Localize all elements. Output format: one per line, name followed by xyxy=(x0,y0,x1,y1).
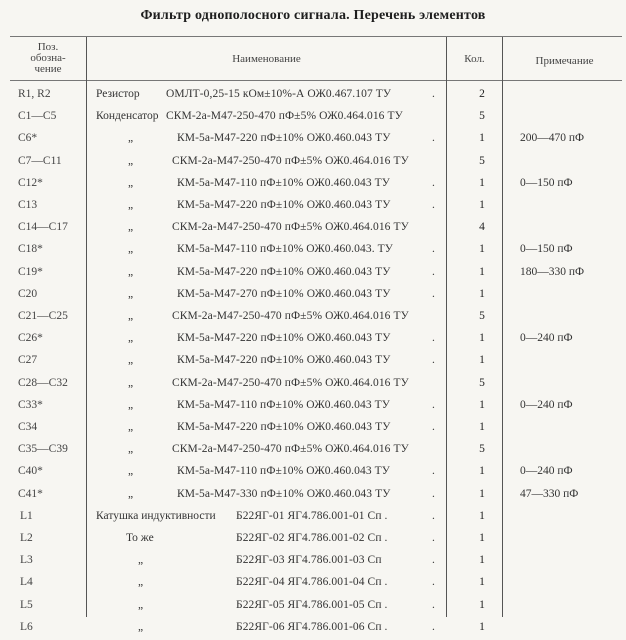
quantity: 1 xyxy=(479,554,485,567)
header-pos-line-1: Поз. xyxy=(37,41,59,53)
leader-dot: . xyxy=(432,554,435,567)
table-row xyxy=(0,329,626,351)
quantity: 1 xyxy=(479,487,485,500)
table-row xyxy=(0,218,626,240)
table-row xyxy=(0,196,626,218)
quantity: 1 xyxy=(479,465,485,478)
quantity: 1 xyxy=(479,287,485,300)
table-row xyxy=(0,351,626,373)
position-designator: C13 xyxy=(18,199,38,211)
table-row xyxy=(0,285,626,307)
table-row xyxy=(0,263,626,285)
position-designator: C1—C5 xyxy=(18,110,57,123)
document-title: Фильтр однополосного сигнала. Перечень элементов xyxy=(140,8,486,23)
component-name: СКМ-2а-М47-250-470 пФ±5% ОЖ0.464.016 ТУ xyxy=(172,376,409,389)
note: 0—240 пФ xyxy=(520,398,573,411)
position-designator: C41* xyxy=(18,487,43,500)
table-row xyxy=(0,307,626,329)
position-designator: L4 xyxy=(20,576,33,589)
table-row xyxy=(0,174,626,196)
table-row xyxy=(0,440,626,462)
position-designator: C14—C17 xyxy=(18,221,68,234)
component-type: „ xyxy=(138,620,144,633)
component-name: Б22ЯГ-02 ЯГ4.786.001-02 Сп . xyxy=(236,532,388,544)
component-name: КМ-5а-М47-110 пФ±10% ОЖ0.460.043 ТУ xyxy=(177,176,391,189)
quantity: 2 xyxy=(479,88,485,100)
leader-dot: . xyxy=(432,509,435,522)
header-pos-line-3: чение xyxy=(34,63,62,75)
component-type: „ xyxy=(128,154,134,167)
position-designator: C12* xyxy=(18,176,43,189)
component-name: Б22ЯГ-05 ЯГ4.786.001-05 Сп . xyxy=(236,598,388,611)
note: 200—470 пФ xyxy=(520,132,585,145)
component-type: „ xyxy=(128,443,134,456)
component-name: КМ-5а-М47-270 пФ±10% ОЖ0.460.043 ТУ xyxy=(177,287,391,300)
leader-dot: . xyxy=(432,132,435,145)
header-name: Наименование xyxy=(232,53,301,65)
component-type: „ xyxy=(128,176,134,189)
quantity: 1 xyxy=(479,176,485,189)
component-type: „ xyxy=(128,132,134,145)
component-type: „ xyxy=(128,310,134,322)
position-designator: C26* xyxy=(18,332,43,345)
component-type: „ xyxy=(138,576,144,589)
table-row xyxy=(0,573,626,595)
component-type: Катушка индуктивности xyxy=(96,509,216,522)
component-name: Б22ЯГ-03 ЯГ4.786.001-03 Сп xyxy=(236,554,382,567)
table-row xyxy=(0,396,626,418)
quantity: 4 xyxy=(479,221,485,234)
component-name: Б22ЯГ-06 ЯГ4.786.001-06 Сп . xyxy=(236,620,388,633)
table-row xyxy=(0,529,626,551)
quantity: 1 xyxy=(479,576,485,589)
leader-dot: . xyxy=(432,88,435,100)
component-type: „ xyxy=(128,398,134,411)
note: 0—150 пФ xyxy=(520,176,573,189)
table-row xyxy=(0,418,626,440)
table-row xyxy=(0,374,626,396)
leader-dot: . xyxy=(432,532,435,544)
position-designator: C7—C11 xyxy=(18,154,62,167)
component-type: Конденсатор xyxy=(96,110,159,123)
header-note: Примечание xyxy=(535,55,594,67)
quantity: 1 xyxy=(479,421,485,433)
component-type: „ xyxy=(128,421,134,433)
leader-dot: . xyxy=(432,421,435,433)
position-designator: C18* xyxy=(18,243,43,256)
leader-dot: . xyxy=(432,598,435,611)
component-name: Б22ЯГ-01 ЯГ4.786.001-01 Сп . xyxy=(236,509,388,522)
leader-dot: . xyxy=(432,576,435,589)
table-row xyxy=(0,596,626,618)
component-name: КМ-5а-М47-220 пФ±10% ОЖ0.460.043 ТУ xyxy=(177,132,391,145)
leader-dot: . xyxy=(432,332,435,345)
table-row xyxy=(0,485,626,507)
quantity: 1 xyxy=(479,398,485,411)
position-designator: L2 xyxy=(20,532,33,544)
component-name: КМ-5а-М47-110 пФ±10% ОЖ0.460.043 ТУ xyxy=(177,398,391,411)
component-name: КМ-5а-М47-110 пФ±10% ОЖ0.460.043. ТУ xyxy=(177,243,394,256)
component-type: „ xyxy=(128,199,134,211)
component-name: КМ-5а-М47-330 пФ±10% ОЖ0.460.043 ТУ xyxy=(177,487,391,500)
quantity: 1 xyxy=(479,243,485,256)
component-name: КМ-5а-М47-220 пФ±10% ОЖ0.460.043 ТУ xyxy=(177,265,391,278)
quantity: 1 xyxy=(479,265,485,278)
quantity: 1 xyxy=(479,620,485,633)
header-bottom-rule xyxy=(10,80,622,81)
leader-dot: . xyxy=(432,199,435,211)
note: 0—240 пФ xyxy=(520,465,573,478)
quantity: 1 xyxy=(479,199,485,211)
table-row xyxy=(0,551,626,573)
quantity: 5 xyxy=(479,110,485,123)
leader-dot: . xyxy=(432,398,435,411)
quantity: 5 xyxy=(479,443,485,456)
header-qty: Кол. xyxy=(464,53,485,65)
quantity: 5 xyxy=(479,154,485,167)
position-designator: C20 xyxy=(18,287,38,300)
table-row xyxy=(0,129,626,151)
component-type: „ xyxy=(138,598,144,611)
component-type: „ xyxy=(128,265,134,278)
leader-dot: . xyxy=(432,465,435,478)
position-designator: C34 xyxy=(18,421,38,433)
position-designator: R1, R2 xyxy=(18,88,51,100)
component-name: КМ-5а-М47-220 пФ±10% ОЖ0.460.043 ТУ xyxy=(177,332,391,345)
quantity: 1 xyxy=(479,132,485,145)
quantity: 5 xyxy=(479,310,485,322)
component-name: Б22ЯГ-04 ЯГ4.786.001-04 Сп . xyxy=(236,576,388,589)
table-row xyxy=(0,107,626,129)
note: 0—240 пФ xyxy=(520,332,573,345)
quantity: 1 xyxy=(479,598,485,611)
note: 180—330 пФ xyxy=(520,265,585,278)
quantity: 1 xyxy=(479,354,485,367)
header-pos-line-2: обозна- xyxy=(30,52,66,64)
component-name: ОМЛТ-0,25-15 кОм±10%-А ОЖ0.467.107 ТУ xyxy=(166,88,392,100)
position-designator: C6* xyxy=(18,132,38,145)
component-type: „ xyxy=(128,332,134,345)
component-type: „ xyxy=(128,487,134,500)
component-type: „ xyxy=(128,354,134,367)
component-name: КМ-5а-М47-220 пФ±10% ОЖ0.460.043 ТУ xyxy=(177,354,391,367)
position-designator: C21—C25 xyxy=(18,310,68,322)
component-type: „ xyxy=(128,465,134,478)
position-designator: L6 xyxy=(20,620,33,633)
component-name: КМ-5а-М47-220 пФ±10% ОЖ0.460.043 ТУ xyxy=(177,421,391,433)
leader-dot: . xyxy=(432,243,435,256)
component-name: КМ-5а-М47-110 пФ±10% ОЖ0.460.043 ТУ xyxy=(177,465,391,478)
component-name: СКМ-2а-М47-250-470 пФ±5% ОЖ0.464.016 ТУ xyxy=(172,221,409,234)
leader-dot: . xyxy=(432,487,435,500)
position-designator: C33* xyxy=(18,398,43,411)
table-row xyxy=(0,462,626,484)
quantity: 1 xyxy=(479,509,485,522)
leader-dot: . xyxy=(432,265,435,278)
component-type: „ xyxy=(138,554,144,567)
position-designator: L3 xyxy=(20,554,33,567)
header-top-rule xyxy=(10,36,622,37)
leader-dot: . xyxy=(432,354,435,367)
position-designator: C35—C39 xyxy=(18,443,68,456)
quantity: 5 xyxy=(479,376,485,389)
component-name: СКМ-2а-М47-250-470 пФ±5% ОЖ0.464.016 ТУ xyxy=(166,110,403,123)
position-designator: L5 xyxy=(20,598,33,611)
table-row xyxy=(0,507,626,529)
position-designator: L1 xyxy=(20,509,33,522)
table-row xyxy=(0,85,626,107)
position-designator: C28—C32 xyxy=(18,376,68,389)
leader-dot: . xyxy=(432,287,435,300)
table-row xyxy=(0,618,626,640)
note: 0—150 пФ xyxy=(520,243,573,256)
component-type: „ xyxy=(128,221,134,234)
quantity: 1 xyxy=(479,332,485,345)
leader-dot: . xyxy=(432,620,435,633)
table-row xyxy=(0,152,626,174)
component-name: КМ-5а-М47-220 пФ±10% ОЖ0.460.043 ТУ xyxy=(177,199,391,211)
component-type: Резистор xyxy=(96,88,140,100)
quantity: 1 xyxy=(479,532,485,544)
leader-dot: . xyxy=(432,176,435,189)
component-type: „ xyxy=(128,287,134,300)
position-designator: C19* xyxy=(18,265,43,278)
table-row xyxy=(0,240,626,262)
component-type: „ xyxy=(128,243,134,256)
position-designator: C40* xyxy=(18,465,43,478)
component-type: То же xyxy=(126,532,154,544)
note: 47—330 пФ xyxy=(520,487,579,500)
header-pos xyxy=(10,42,86,75)
component-name: СКМ-2а-М47-250-470 пФ±5% ОЖ0.464.016 ТУ xyxy=(172,154,409,167)
component-name: СКМ-2а-М47-250-470 пФ±5% ОЖ0.464.016 ТУ xyxy=(172,443,409,456)
position-designator: C27 xyxy=(18,354,38,367)
component-name: СКМ-2а-М47-250-470 пФ±5% ОЖ0.464.016 ТУ xyxy=(172,310,409,322)
component-type: „ xyxy=(128,376,134,389)
